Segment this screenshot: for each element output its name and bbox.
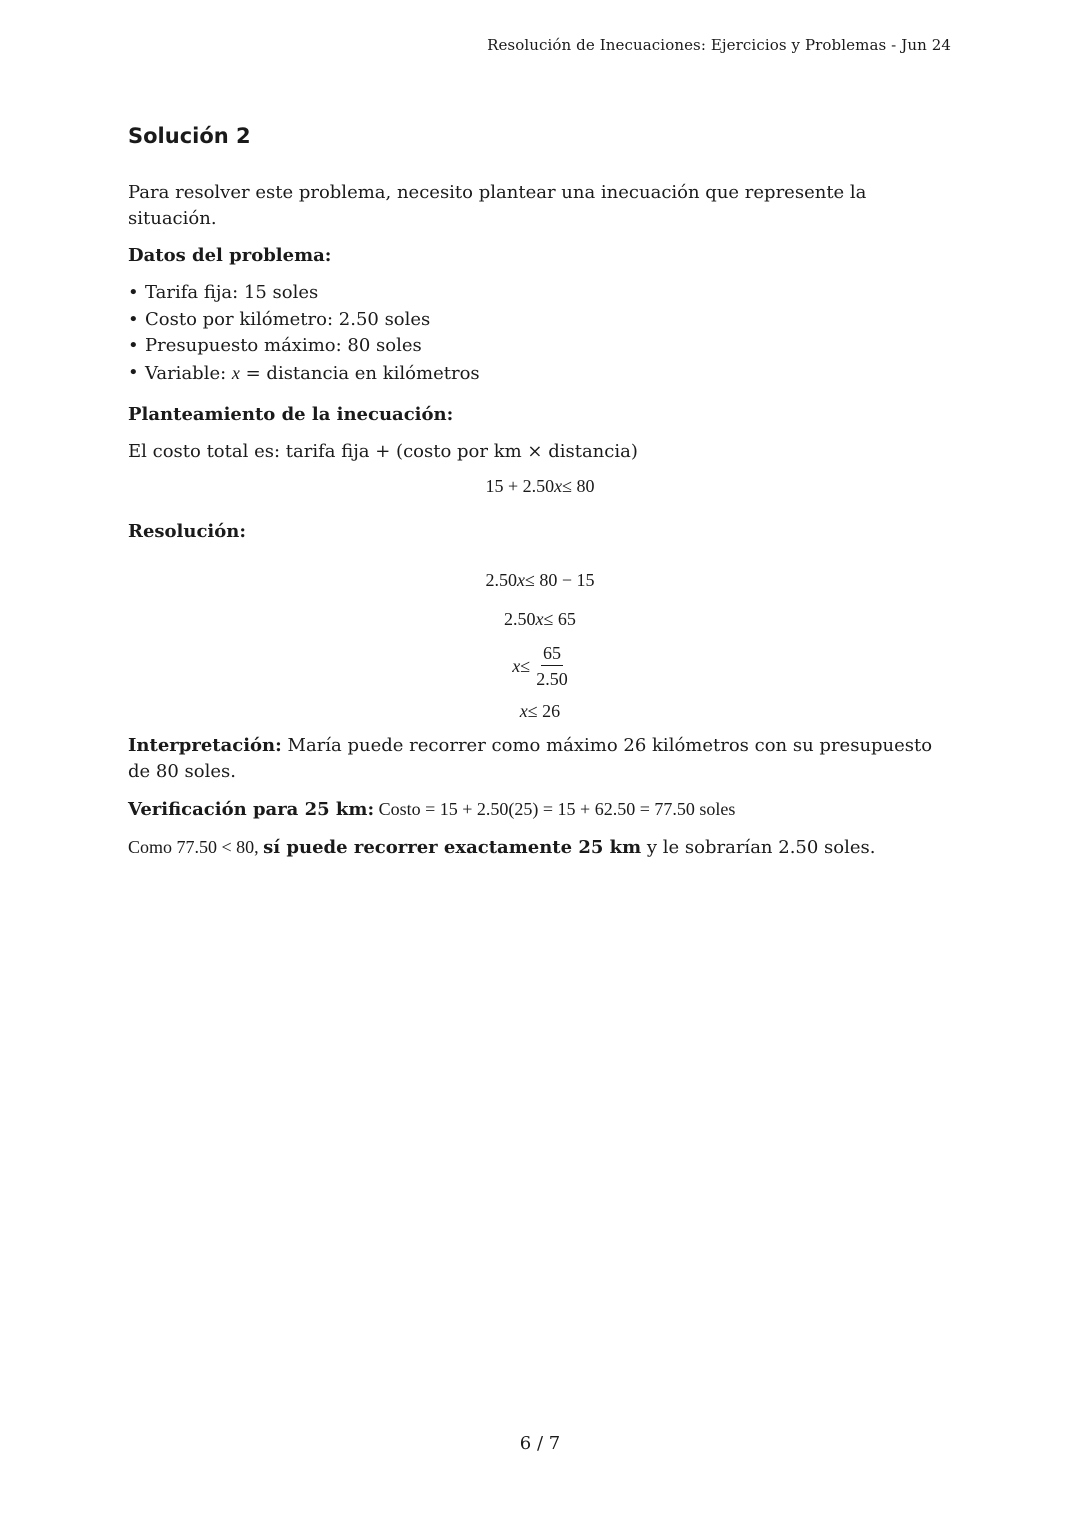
fraction-numerator: 65 <box>541 642 563 666</box>
data-item-max-budget: • Presupuesto máximo: 80 soles <box>128 333 952 360</box>
solution-title: Solución 2 <box>128 124 251 148</box>
verification-label: Verificación para 25 km: <box>128 798 375 820</box>
conclusion-prefix: Como 77.50 < 80, <box>128 836 264 857</box>
conclusion-suffix: y le sobrarían 2.50 soles. <box>641 836 876 858</box>
step-3-equation: x ≤ $\frac{65}{2.50}$ <box>512 642 568 689</box>
interpretation-paragraph <box>128 733 952 785</box>
conclusion-bold: sí puede recorrer exactamente 25 km <box>263 836 642 858</box>
interpretation-text: María puede recorrer como máximo 26 kilómetros con su presupuesto de 80 soles. <box>128 734 933 782</box>
variable-label: Variable: <box>145 363 232 385</box>
data-item-fixed-fare: • Tarifa fija: 15 soles <box>128 280 952 307</box>
step-4-equation: x ≤ 26 <box>519 700 561 721</box>
interpretation-label: Interpretación: <box>128 734 282 756</box>
verification-text: Costo = 15 + 2.50(25) = 15 + 62.50 = 77.50 soles <box>374 798 736 819</box>
page-number: 6 / 7 <box>519 1433 561 1454</box>
data-list <box>128 280 952 388</box>
intro-paragraph: Para resolver este problema, necesito plantear una inecuación que represente la situación. <box>128 182 867 229</box>
data-heading: Datos del problema: <box>128 245 332 266</box>
conclusion-paragraph <box>128 834 952 861</box>
step-1-equation: 2.50 x ≤ 80 − 15 <box>485 570 595 591</box>
running-header: Resolución de Inecuaciones: Ejercicios y Problemas - Jun 24 <box>487 36 951 54</box>
step-2-equation: 2.50 x ≤ 65 <box>504 609 576 630</box>
setup-text: El costo total es: tarifa fija + (costo por km × distancia) <box>128 440 638 462</box>
variable-symbol: x <box>231 363 240 384</box>
solution-content <box>128 118 952 872</box>
resolution-heading: Resolución: <box>128 520 247 542</box>
verification-paragraph <box>128 796 952 823</box>
setup-heading: Planteamiento de la inecuación: <box>128 403 454 425</box>
data-item-cost-per-km: • Costo por kilómetro: 2.50 soles <box>128 307 952 334</box>
fraction <box>536 642 568 690</box>
variable-desc: = distancia en kilómetros <box>239 363 480 385</box>
fraction-denominator: 2.50 <box>536 668 568 689</box>
setup-equation: 15 + 2.50 x ≤ 80 <box>485 475 595 496</box>
data-item-variable <box>128 360 952 388</box>
